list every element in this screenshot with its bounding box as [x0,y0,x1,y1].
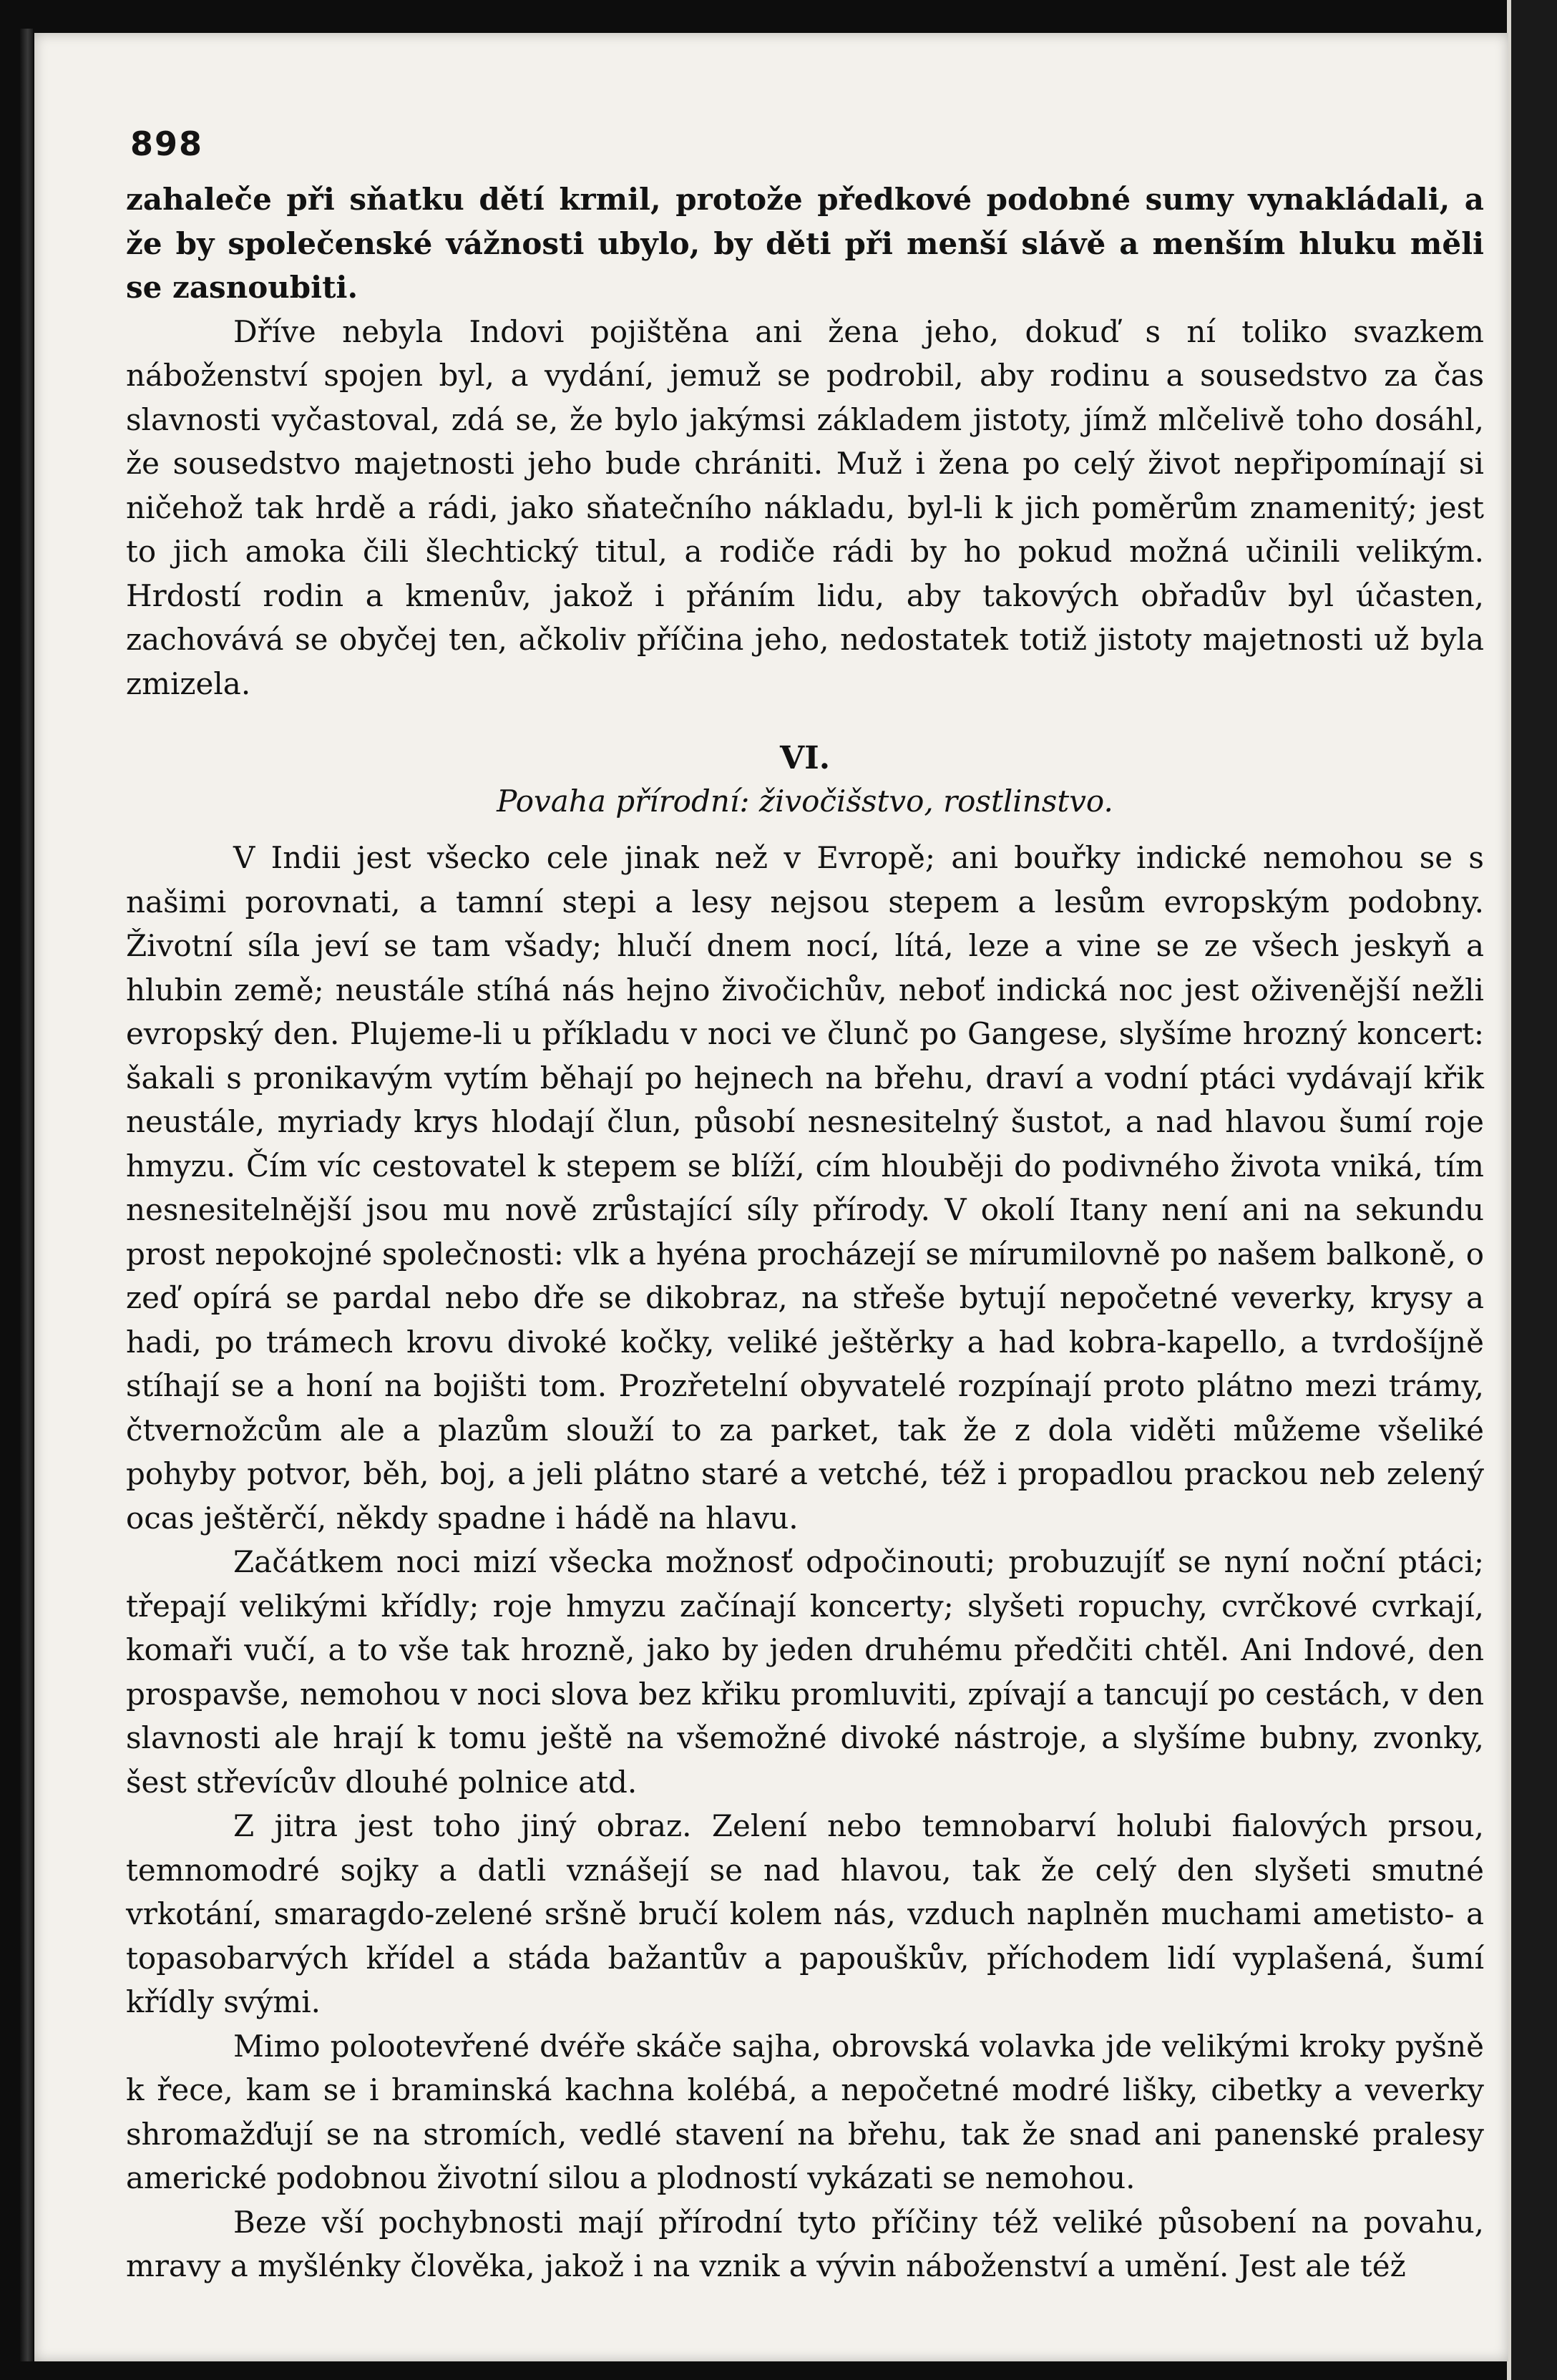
paragraph-1: zahaleče při sňatku dětí krmil, protože předkové podobné sumy vynakládali, a že by společenské vážnosti ubylo, by děti při menší slávě a menším hluku měli se zasnoubiti. [126,182,1484,305]
next-page-edge [1507,0,1557,2380]
page-text [126,177,1484,2288]
paragraph-2: Dříve nebyla Indovi pojištěna ani žena jeho, dokuď s ní toliko svazkem náboženství spojen byl, a vydání, jemuž se podrobil, aby rodinu a sousedstvo za čas slavnosti vyčastoval, zdá se, že bylo jakýmsi základem jistoty, jímž mlčelivě toho dosáhl, že sousedstvo majetnosti jeho bude chrániti. Muž i žena po celý život nepřipomínají si ničehož tak hrdě a rádi, jako sňatečního nákladu, byl-li k jich poměrům znamenitý; jest to jich amoka čili šlechtický titul, a rodiče rádi by ho pokud možná učinili velikým. Hrdostí rodin a kmenův, jakož i přáním lidu, aby takových obřadův byl účasten, zachovává se obyčej ten, ačkoliv příčina jeho, nedostatek totiž jistoty majetnosti už byla zmizela. [126,313,1484,701]
paragraph-4: Začátkem noci mizí všecka možnosť odpočinouti; probuzujíť se nyní noční ptáci; třepají velikými křídly; roje hmyzu začínají koncerty; slyšeti ropuchy, cvrčkové cvrkají, komaři vučí, a to vše tak hrozně, jako by jeden druhému předčiti chtěl. Ani Indové, den prospavše, nemohou v noci slova bez křiku promluviti, zpívají a tancují po cestách, v den slavnosti ale hrají k tomu ještě na všemožné divoké nástroje, a slyšíme bubny, zvonky, šest střevícův dlouhé polnice atd. [126,1544,1484,1800]
book-spine-shadow [20,29,33,2361]
section-title: Povaha přírodní: živočišstvo, rostlinstvo. [497,784,1113,819]
section-heading [126,737,1484,823]
paragraph-6: Mimo polootevřené dvéře skáče sajha, obrovská volavka jde velikými kroky pyšně k řece, kam se i braminská kachna kolébá, a nepočetné modré lišky, cibetky a veverky shromažďují se na stromích, vedlé stavení na břehu, tak že snad ani panenské pralesy americké podobnou životní silou a plodností vykázati se nemohou. [126,2028,1484,2195]
paragraph-5: Z jitra jest toho jiný obraz. Zelení nebo temnobarví holubi fialových prsou, temnomodré sojky a datli vznášejí se nad hlavou, tak že celý den slyšeti smutné vrkotání, smaragdo-zelené sršně bručí kolem nás, vzduch naplněn muchami ametisto- a topasobarvých křídel a stáda bažantův a papouškův, příchodem lidí vyplašená, šumí křídly svými. [126,1808,1484,2019]
section-number: VI. [779,740,831,776]
paragraph-7: Beze vší pochybnosti mají přírodní tyto příčiny též veliké působení na povahu, mravy a myšlénky člověka, jakož i na vznik a vývin náboženství a umění. Jest ale též [126,2204,1484,2283]
page-number: 898 [130,125,204,163]
paragraph-3: V Indii jest všecko cele jinak než v Evropě; ani bouřky indické nemohou se s našimi porovnati, a tamní stepi a lesy nejsou stepem a lesům evropským podobny. Životní síla jeví se tam všady; hlučí dnem nocí, lítá, leze a vine se ze všech jeskyň a hlubin země; neustále stíhá nás hejno živočichův, neboť indická noc jest oživenější nežli evropský den. Plujeme-li u příkladu v noci ve člunč po Gangese, slyšíme hrozný koncert: šakali s pronikavým vytím běhají po hejnech na břehu, draví a vodní ptáci vydávají křik neustále, myriady krys hlodají člun, působí nesnesitelný šustot, a nad hlavou šumí roje hmyzu. Čím víc cestovatel k stepem se blíží, cím hlouběji do podivného života vniká, tím nesnesitelnější jsou mu nově zrůstající síly přírody. V okolí Itany není ani na sekundu prost nepokojné společnosti: vlk a hyéna procházejí se mírumilovně po našem balkoně, o zeď opírá se pardal nebo dře se dikobraz, na střeše bytují nepočetné veverky, krysy a hadi, po trámech krovu divoké kočky, veliké ještěrky a had kobra-kapello, a tvrdošíjně stíhají se a honí na bojišti tom. Prozřetelní obyvatelé rozpínají proto plátno mezi trámy, čtvernožcům ale a plazům slouží to za parket, tak že z dola viděti můžeme všeliké pohyby potvor, běh, boj, a jeli plátno staré a vetché, též i propadlou prackou neb zelený ocas ještěrčí, někdy spadne i hádě na hlavu. [126,840,1484,1536]
